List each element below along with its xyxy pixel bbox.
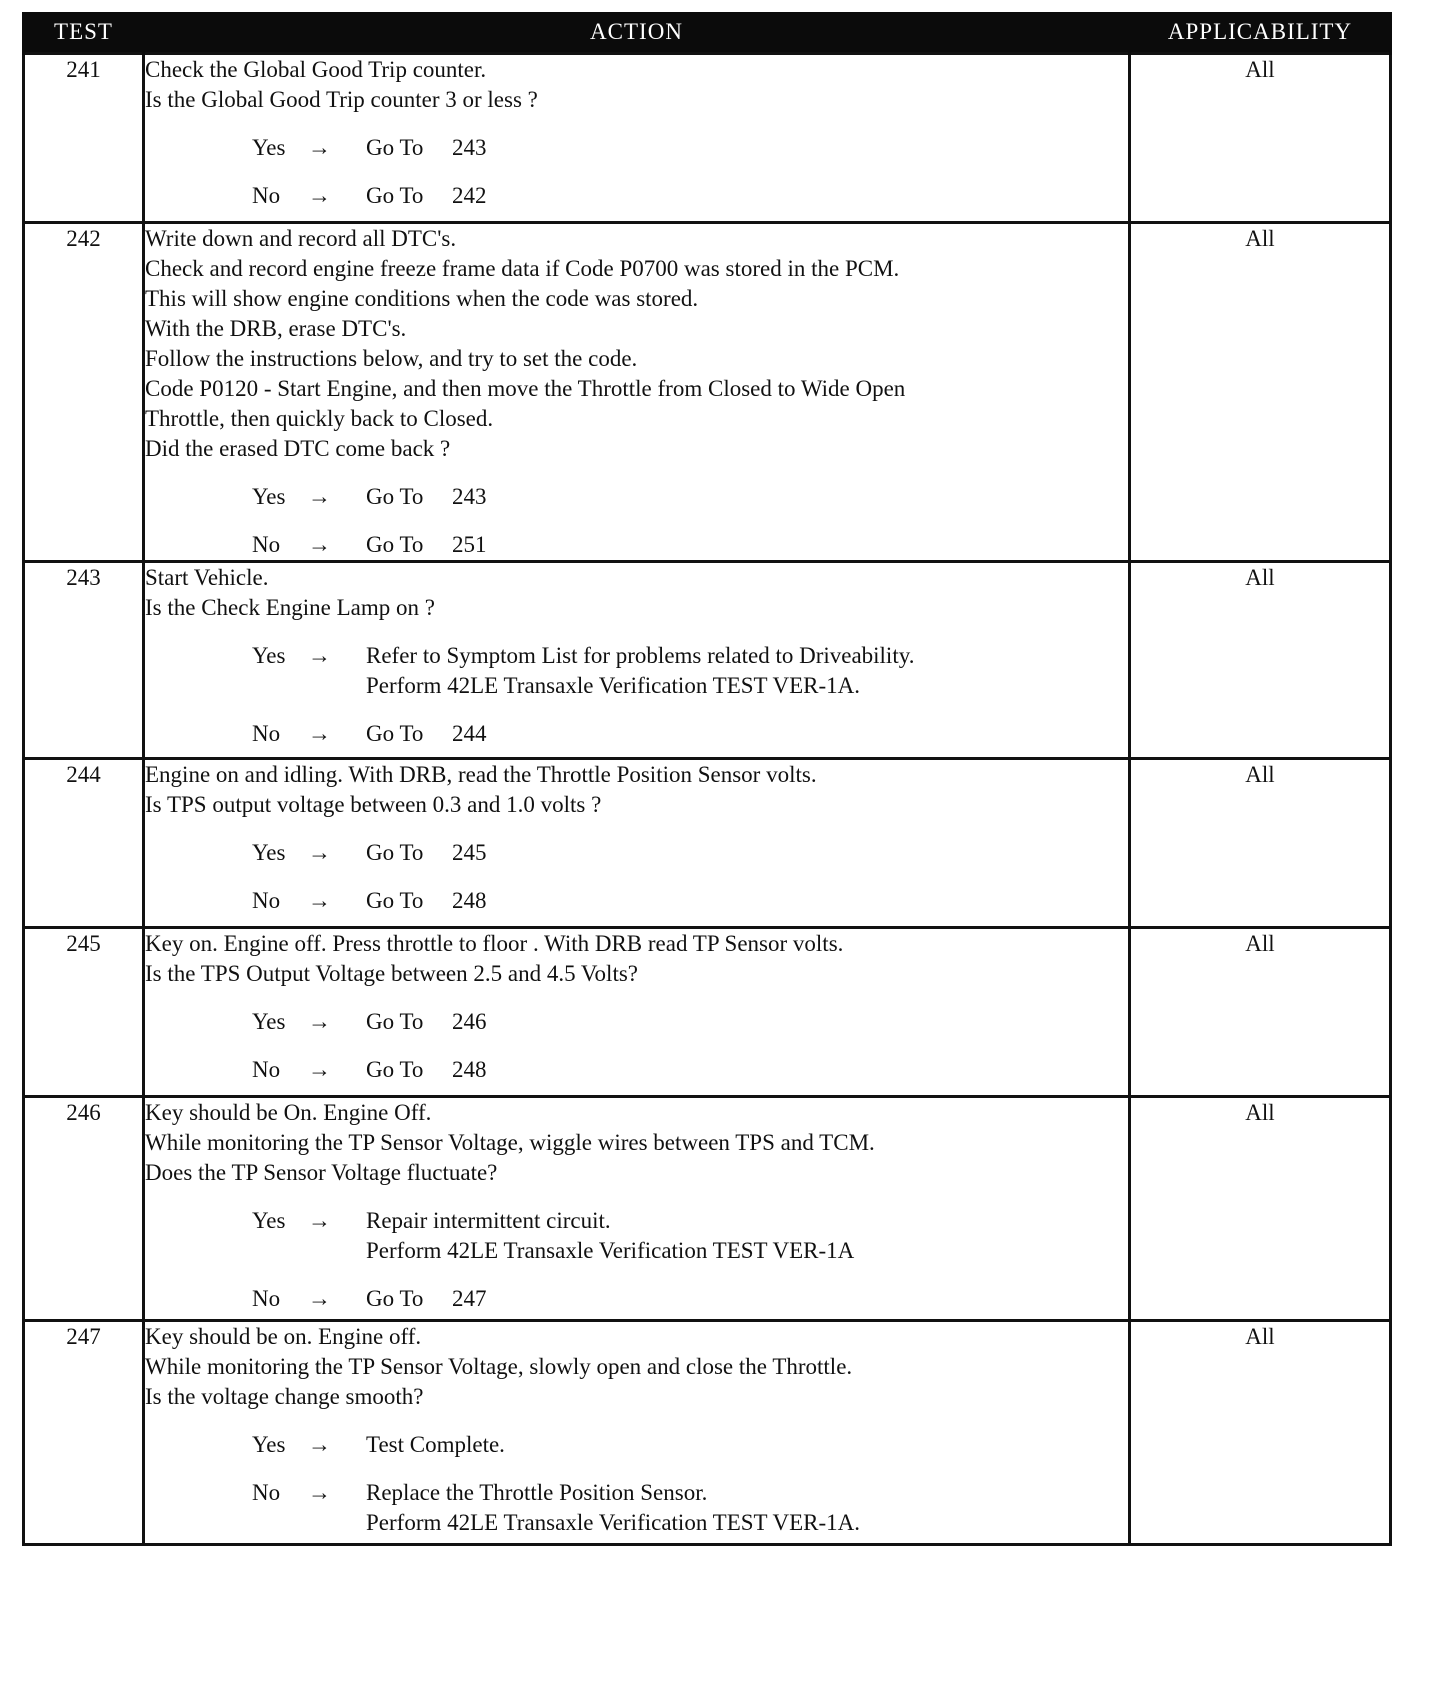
action-line: Is the TPS Output Voltage between 2.5 and 4.5 Volts? [145, 961, 638, 986]
table-row [24, 1097, 1391, 1321]
branch-no-label: No [252, 1057, 281, 1082]
goto-instruction [366, 886, 487, 916]
test-number: 243 [24, 562, 144, 759]
action-line: Check the Global Good Trip counter. [145, 57, 487, 82]
table-row [24, 54, 1391, 223]
table-row [24, 1321, 1391, 1545]
arrow-icon: → [308, 888, 331, 913]
goto-test-number: 244 [452, 721, 487, 746]
arrow-icon: → [308, 721, 331, 746]
action-line: Follow the instructions below, and try to set the code. [145, 346, 638, 371]
arrow-icon: → [308, 1480, 331, 1505]
action-line: While monitoring the TP Sensor Voltage, slowly open and close the Throttle. [145, 1354, 853, 1379]
applicability-value: All [1130, 223, 1391, 562]
branch-yes-text-line: Test Complete. [366, 1432, 505, 1457]
table-row [24, 223, 1391, 562]
branch-yes [252, 1007, 1128, 1037]
arrow-icon: → [308, 1432, 331, 1457]
branch-no-result [366, 1284, 487, 1314]
goto-label: Go To [366, 135, 424, 160]
goto-label: Go To [366, 484, 424, 509]
diagnostic-test-sheet [22, 12, 1389, 1546]
branch-no-label: No [252, 1480, 281, 1505]
action-cell [144, 54, 1130, 223]
test-number: 245 [24, 928, 144, 1097]
table-row [24, 759, 1391, 928]
test-number: 241 [24, 54, 144, 223]
branch-yes-result [366, 1430, 505, 1460]
branch-no-text-line: Perform 42LE Transaxle Verification TEST VER-1A. [366, 1510, 861, 1535]
branch-yes-label: Yes [252, 840, 286, 865]
branch-yes [252, 1206, 1128, 1266]
goto-test-number: 247 [452, 1286, 487, 1311]
branch-yes-result [366, 133, 487, 163]
branch-no-result [366, 719, 487, 749]
column-header-test: TEST [24, 12, 144, 54]
goto-label: Go To [366, 532, 424, 557]
test-number: 242 [24, 223, 144, 562]
action-line: Engine on and idling. With DRB, read the Throttle Position Sensor volts. [145, 762, 817, 787]
action-cell [144, 562, 1130, 759]
test-number: 244 [24, 759, 144, 928]
goto-label: Go To [366, 888, 424, 913]
branch-yes-result [366, 641, 914, 701]
branch-yes-result [366, 838, 487, 868]
action-cell [144, 1097, 1130, 1321]
branch-yes [252, 1430, 1128, 1460]
goto-instruction [366, 1007, 487, 1037]
arrow-icon: → [308, 1208, 331, 1233]
goto-instruction [366, 838, 487, 868]
action-line: Does the TP Sensor Voltage fluctuate? [145, 1160, 498, 1185]
goto-test-number: 243 [452, 484, 487, 509]
goto-test-number: 245 [452, 840, 487, 865]
branch-yes-label: Yes [252, 1208, 286, 1233]
goto-label: Go To [366, 183, 424, 208]
branch-no-label: No [252, 888, 281, 913]
branch-yes-result [366, 1206, 854, 1266]
table-row [24, 928, 1391, 1097]
goto-instruction [366, 482, 487, 512]
branch-yes-result [366, 482, 487, 512]
action-line: This will show engine conditions when the code was stored. [145, 286, 699, 311]
branch-yes [252, 482, 1128, 512]
action-line: Write down and record all DTC's. [145, 226, 457, 251]
branch-no-text-line: Replace the Throttle Position Sensor. [366, 1480, 708, 1505]
action-line: Is the Check Engine Lamp on ? [145, 595, 435, 620]
applicability-value: All [1130, 759, 1391, 928]
branch-no-label: No [252, 532, 281, 557]
arrow-icon: → [308, 1057, 331, 1082]
applicability-value: All [1130, 928, 1391, 1097]
action-cell [144, 928, 1130, 1097]
branch-no [252, 1055, 1128, 1085]
branch-no-label: No [252, 721, 281, 746]
applicability-value: All [1130, 1097, 1391, 1321]
action-line: Is the Global Good Trip counter 3 or less ? [145, 87, 538, 112]
goto-label: Go To [366, 840, 424, 865]
action-cell [144, 759, 1130, 928]
branch-yes-text-line: Perform 42LE Transaxle Verification TEST VER-1A. [366, 673, 861, 698]
arrow-icon: → [308, 643, 331, 668]
branch-no-result [366, 181, 487, 211]
goto-label: Go To [366, 1286, 424, 1311]
branch-yes-text-line: Perform 42LE Transaxle Verification TEST VER-1A [366, 1238, 855, 1263]
branch-no [252, 530, 1128, 560]
action-line: With the DRB, erase DTC's. [145, 316, 407, 341]
goto-instruction [366, 133, 487, 163]
branch-yes [252, 133, 1128, 163]
branch-yes-text-line: Refer to Symptom List for problems related to Driveability. [366, 643, 915, 668]
arrow-icon: → [308, 183, 331, 208]
goto-test-number: 248 [452, 1057, 487, 1082]
goto-test-number: 251 [452, 532, 487, 557]
goto-label: Go To [366, 1009, 424, 1034]
action-line: Is the voltage change smooth? [145, 1384, 424, 1409]
action-cell [144, 223, 1130, 562]
branch-no-label: No [252, 1286, 281, 1311]
action-cell [144, 1321, 1130, 1545]
table-header-row [24, 12, 1391, 54]
action-line: Key should be On. Engine Off. [145, 1100, 432, 1125]
action-line: Throttle, then quickly back to Closed. [145, 406, 494, 431]
column-header-applicability: APPLICABILITY [1130, 12, 1391, 54]
branch-no-label: No [252, 183, 281, 208]
branch-yes-result [366, 1007, 487, 1037]
branch-yes-text-line: Repair intermittent circuit. [366, 1208, 611, 1233]
branch-no-result [366, 886, 487, 916]
branch-yes-label: Yes [252, 1009, 286, 1034]
branch-yes-label: Yes [252, 1432, 286, 1457]
goto-label: Go To [366, 1057, 424, 1082]
action-line: Check and record engine freeze frame data if Code P0700 was stored in the PCM. [145, 256, 900, 281]
branch-yes [252, 838, 1128, 868]
action-line: Key on. Engine off. Press throttle to floor . With DRB read TP Sensor volts. [145, 931, 844, 956]
table-body [24, 54, 1391, 1545]
applicability-value: All [1130, 562, 1391, 759]
goto-instruction [366, 1284, 487, 1314]
action-line: Is TPS output voltage between 0.3 and 1.0 volts ? [145, 792, 602, 817]
action-line: Code P0120 - Start Engine, and then move the Throttle from Closed to Wide Open [145, 376, 906, 401]
diagnostic-test-table [22, 12, 1392, 1546]
branch-no [252, 886, 1128, 916]
goto-instruction [366, 719, 487, 749]
action-line: While monitoring the TP Sensor Voltage, wiggle wires between TPS and TCM. [145, 1130, 875, 1155]
goto-instruction [366, 1055, 487, 1085]
goto-test-number: 246 [452, 1009, 487, 1034]
branch-no-result [366, 1478, 860, 1538]
arrow-icon: → [308, 135, 331, 160]
branch-no-result [366, 530, 487, 560]
applicability-value: All [1130, 1321, 1391, 1545]
test-number: 247 [24, 1321, 144, 1545]
branch-yes [252, 641, 1128, 701]
action-line: Start Vehicle. [145, 565, 269, 590]
action-line: Did the erased DTC come back ? [145, 436, 451, 461]
goto-instruction [366, 530, 487, 560]
action-line: Key should be on. Engine off. [145, 1324, 422, 1349]
goto-test-number: 248 [452, 888, 487, 913]
test-number: 246 [24, 1097, 144, 1321]
goto-test-number: 242 [452, 183, 487, 208]
branch-no [252, 1284, 1128, 1314]
branch-no-result [366, 1055, 487, 1085]
goto-test-number: 243 [452, 135, 487, 160]
column-header-action: ACTION [144, 12, 1130, 54]
branch-no [252, 719, 1128, 749]
branch-yes-label: Yes [252, 135, 286, 160]
arrow-icon: → [308, 484, 331, 509]
table-row [24, 562, 1391, 759]
arrow-icon: → [308, 1286, 331, 1311]
applicability-value: All [1130, 54, 1391, 223]
goto-instruction [366, 181, 487, 211]
branch-yes-label: Yes [252, 643, 286, 668]
goto-label: Go To [366, 721, 424, 746]
branch-no [252, 181, 1128, 211]
arrow-icon: → [308, 1009, 331, 1034]
branch-yes-label: Yes [252, 484, 286, 509]
arrow-icon: → [308, 840, 331, 865]
branch-no [252, 1478, 1128, 1538]
arrow-icon: → [308, 532, 331, 557]
